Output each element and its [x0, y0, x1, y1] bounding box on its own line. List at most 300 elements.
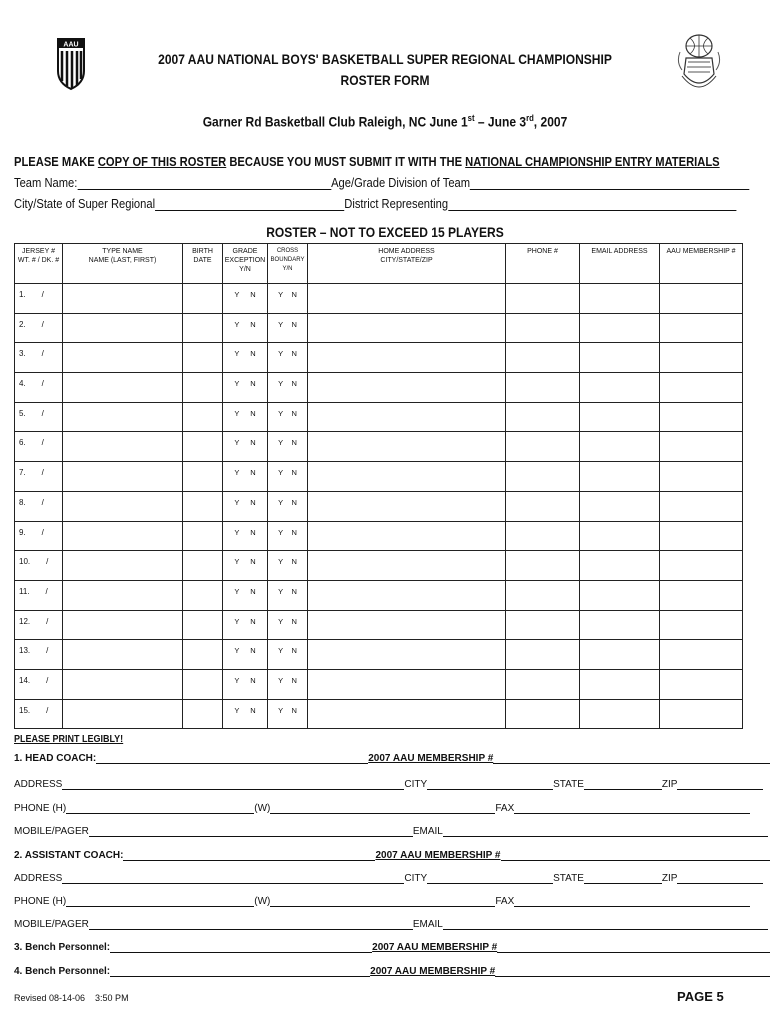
yes-option[interactable]: Y: [278, 497, 284, 507]
name-cell[interactable]: [63, 669, 183, 699]
no-option[interactable]: N: [250, 557, 256, 567]
jersey-cell[interactable]: [15, 343, 63, 373]
yes-option[interactable]: Y: [278, 290, 284, 299]
head-fax-label: FAX: [495, 803, 515, 814]
jersey-cell[interactable]: [15, 462, 63, 492]
jersey-cell[interactable]: [15, 402, 63, 432]
grade-exception-cell[interactable]: [223, 313, 268, 343]
phone-cell[interactable]: [506, 284, 580, 314]
yes-option[interactable]: Y: [278, 349, 284, 359]
yes-option[interactable]: Y: [234, 705, 240, 715]
jersey-cell[interactable]: [15, 610, 63, 640]
yes-option[interactable]: Y: [278, 675, 284, 685]
yes-option[interactable]: Y: [278, 527, 284, 537]
yes-option[interactable]: Y: [234, 497, 240, 507]
phone-cell[interactable]: [506, 699, 580, 729]
birth-date-cell[interactable]: [183, 580, 223, 610]
jersey-slash: /: [45, 586, 48, 596]
assistant-coach-label: 2. ASSISTANT COACH:: [14, 850, 124, 861]
email-cell[interactable]: [580, 640, 660, 670]
no-option[interactable]: N: [250, 705, 256, 715]
cross-boundary-cell[interactable]: [268, 669, 308, 699]
jersey-cell[interactable]: [15, 521, 63, 551]
col-grade-exception: GRADE EXCEPTION Y/N: [223, 244, 268, 284]
assistant-mobile-field[interactable]: [89, 919, 413, 930]
head-coach-label: 1. HEAD COACH:: [14, 753, 97, 764]
city-state-label: City/State of Super Regional: [14, 196, 156, 211]
home-address-cell[interactable]: [308, 580, 506, 610]
no-option[interactable]: N: [250, 586, 256, 596]
aau-membership-cell[interactable]: [660, 640, 743, 670]
head-phone-w-label: (W): [254, 803, 271, 814]
jersey-cell[interactable]: [15, 284, 63, 314]
name-cell[interactable]: [63, 373, 183, 403]
row-number: 5.: [19, 408, 26, 418]
yes-option[interactable]: Y: [234, 616, 240, 626]
no-option[interactable]: N: [291, 408, 297, 418]
roster-row: [15, 462, 743, 492]
home-address-cell[interactable]: [308, 402, 506, 432]
no-option[interactable]: N: [250, 646, 256, 656]
head-coach-membership-field[interactable]: [493, 753, 770, 764]
col-cross-boundary: CROSS BOUNDARY Y/N: [268, 244, 308, 284]
email-cell[interactable]: [580, 669, 660, 699]
cross-boundary-cell[interactable]: [268, 343, 308, 373]
home-address-cell[interactable]: [308, 699, 506, 729]
row-number: 6.: [19, 438, 26, 448]
yes-option[interactable]: Y: [278, 468, 284, 478]
yes-option[interactable]: Y: [234, 438, 240, 448]
assistant-phone-w-field[interactable]: [270, 896, 495, 907]
name-cell[interactable]: [63, 551, 183, 581]
birth-date-cell[interactable]: [183, 313, 223, 343]
jersey-cell[interactable]: [15, 432, 63, 462]
grade-exception-cell[interactable]: [223, 402, 268, 432]
bench-4-membership-field[interactable]: [495, 966, 770, 977]
aau-membership-cell[interactable]: [660, 610, 743, 640]
head-address-label: ADDRESS: [14, 779, 63, 790]
no-option[interactable]: N: [291, 379, 297, 389]
cross-boundary-cell[interactable]: [268, 640, 308, 670]
age-grade-field[interactable]: [470, 177, 750, 190]
name-cell[interactable]: [63, 313, 183, 343]
aau-membership-cell[interactable]: [660, 669, 743, 699]
grade-exception-cell[interactable]: [223, 610, 268, 640]
birth-date-cell[interactable]: [183, 610, 223, 640]
venue-text: Garner Rd Basketball Club Raleigh, NC June 1: [202, 113, 468, 130]
jersey-cell[interactable]: [15, 699, 63, 729]
jersey-cell[interactable]: [15, 491, 63, 521]
assistant-zip-field[interactable]: [677, 873, 763, 884]
head-coach-membership-label: 2007 AAU MEMBERSHIP #: [368, 753, 494, 764]
roster-row: [15, 343, 743, 373]
bench-4-label: 4. Bench Personnel:: [14, 966, 111, 977]
head-email-field[interactable]: [443, 826, 768, 837]
cross-boundary-cell[interactable]: [268, 580, 308, 610]
row-number: 1.: [19, 290, 26, 299]
venue-mid: – June 3: [474, 113, 527, 130]
assistant-membership-field[interactable]: [501, 850, 770, 861]
cross-boundary-cell[interactable]: [268, 373, 308, 403]
aau-membership-cell[interactable]: [660, 432, 743, 462]
yes-option[interactable]: Y: [278, 646, 284, 656]
cross-boundary-cell[interactable]: [268, 491, 308, 521]
age-grade-label: Age/Grade Division of Team: [331, 175, 471, 190]
jersey-cell[interactable]: [15, 640, 63, 670]
yes-option[interactable]: Y: [234, 408, 240, 418]
no-option[interactable]: N: [291, 468, 297, 478]
grade-exception-cell[interactable]: [223, 432, 268, 462]
name-cell[interactable]: [63, 462, 183, 492]
email-cell[interactable]: [580, 699, 660, 729]
jersey-cell[interactable]: [15, 373, 63, 403]
birth-date-cell[interactable]: [183, 284, 223, 314]
name-cell[interactable]: [63, 580, 183, 610]
yes-option[interactable]: Y: [278, 586, 284, 596]
logo-text: AAU: [63, 41, 79, 49]
home-address-cell[interactable]: [308, 521, 506, 551]
birth-date-cell[interactable]: [183, 432, 223, 462]
yes-option[interactable]: Y: [278, 408, 284, 418]
no-option[interactable]: N: [291, 349, 297, 359]
row-number: 4.: [19, 379, 26, 389]
email-cell[interactable]: [580, 402, 660, 432]
no-option[interactable]: N: [250, 468, 256, 478]
assistant-fax-field[interactable]: [514, 896, 750, 907]
cross-boundary-cell[interactable]: [268, 610, 308, 640]
phone-cell[interactable]: [506, 313, 580, 343]
no-option[interactable]: N: [250, 527, 256, 537]
bench-3-field[interactable]: [110, 942, 372, 953]
yes-option[interactable]: Y: [234, 468, 240, 478]
jersey-slash: /: [41, 349, 44, 359]
district-field[interactable]: [448, 198, 736, 211]
no-option[interactable]: N: [250, 438, 256, 448]
jersey-cell[interactable]: [15, 551, 63, 581]
row-number: 13.: [19, 646, 31, 656]
row-number: 8.: [19, 497, 26, 507]
grade-exception-cell[interactable]: [223, 521, 268, 551]
email-cell[interactable]: [580, 462, 660, 492]
city-state-field[interactable]: [155, 198, 344, 211]
email-cell[interactable]: [580, 610, 660, 640]
aau-membership-cell[interactable]: [660, 402, 743, 432]
assistant-state-label: STATE: [553, 873, 584, 884]
no-option[interactable]: N: [291, 586, 297, 596]
email-cell[interactable]: [580, 373, 660, 403]
birth-date-cell[interactable]: [183, 551, 223, 581]
email-cell[interactable]: [580, 313, 660, 343]
home-address-cell[interactable]: [308, 669, 506, 699]
cross-boundary-cell[interactable]: [268, 313, 308, 343]
head-mobile-field[interactable]: [89, 826, 413, 837]
yes-option[interactable]: Y: [234, 586, 240, 596]
phone-cell[interactable]: [506, 402, 580, 432]
email-cell[interactable]: [580, 580, 660, 610]
no-option[interactable]: N: [291, 557, 297, 567]
team-name-field[interactable]: [77, 177, 331, 190]
phone-cell[interactable]: [506, 343, 580, 373]
cross-boundary-cell[interactable]: [268, 521, 308, 551]
roster-row: [15, 699, 743, 729]
phone-cell[interactable]: [506, 640, 580, 670]
home-address-cell[interactable]: [308, 432, 506, 462]
grade-exception-cell[interactable]: [223, 343, 268, 373]
aau-membership-cell[interactable]: [660, 551, 743, 581]
head-state-field[interactable]: [584, 779, 662, 790]
yes-option[interactable]: Y: [234, 646, 240, 656]
bench-3-membership-label: 2007 AAU MEMBERSHIP #: [372, 942, 498, 953]
birth-date-cell[interactable]: [183, 402, 223, 432]
aau-membership-cell[interactable]: [660, 521, 743, 551]
row-number: 15.: [19, 705, 31, 715]
birth-date-cell[interactable]: [183, 521, 223, 551]
jersey-slash: /: [46, 616, 49, 626]
grade-exception-cell[interactable]: [223, 669, 268, 699]
name-cell[interactable]: [63, 343, 183, 373]
jersey-slash: /: [46, 705, 49, 715]
no-option[interactable]: N: [291, 527, 297, 537]
head-coach-row: [14, 753, 750, 764]
jersey-slash: /: [41, 408, 44, 418]
yes-option[interactable]: Y: [234, 527, 240, 537]
roster-row: [15, 313, 743, 343]
no-option[interactable]: N: [291, 705, 297, 715]
no-option[interactable]: N: [291, 319, 297, 329]
col-home-address: HOME ADDRESS CITY/STATE/ZIP: [308, 244, 506, 284]
roster-row: [15, 551, 743, 581]
name-cell[interactable]: [63, 521, 183, 551]
assistant-email-field[interactable]: [443, 919, 768, 930]
email-cell[interactable]: [580, 551, 660, 581]
aau-membership-cell[interactable]: [660, 580, 743, 610]
grade-exception-cell[interactable]: [223, 551, 268, 581]
phone-cell[interactable]: [506, 462, 580, 492]
col-name: TYPE NAME NAME (LAST, FIRST): [63, 244, 183, 284]
print-legibly-note: PLEASE PRINT LEGIBLY!: [14, 734, 124, 745]
email-cell[interactable]: [580, 343, 660, 373]
grade-exception-cell[interactable]: [223, 373, 268, 403]
city-state-row: [14, 196, 736, 211]
name-cell[interactable]: [63, 640, 183, 670]
no-option[interactable]: N: [291, 616, 297, 626]
col-email: EMAIL ADDRESS: [580, 244, 660, 284]
phone-cell[interactable]: [506, 491, 580, 521]
notice-part-1: PLEASE MAKE: [14, 154, 98, 169]
email-cell[interactable]: [580, 284, 660, 314]
jersey-slash: /: [41, 438, 44, 448]
birth-date-cell[interactable]: [183, 373, 223, 403]
head-phone-h-label: PHONE (H): [14, 803, 67, 814]
head-city-field[interactable]: [427, 779, 553, 790]
email-cell[interactable]: [580, 521, 660, 551]
assistant-phone-h-field[interactable]: [66, 896, 254, 907]
yes-option[interactable]: Y: [278, 438, 284, 448]
head-fax-field[interactable]: [514, 803, 750, 814]
no-option[interactable]: N: [250, 349, 256, 359]
email-cell[interactable]: [580, 491, 660, 521]
home-address-cell[interactable]: [308, 343, 506, 373]
yes-option[interactable]: Y: [278, 616, 284, 626]
birth-date-cell[interactable]: [183, 343, 223, 373]
home-address-cell[interactable]: [308, 610, 506, 640]
no-option[interactable]: N: [250, 408, 256, 418]
birth-date-cell[interactable]: [183, 699, 223, 729]
home-address-cell[interactable]: [308, 313, 506, 343]
assistant-phone-row: [14, 896, 750, 907]
venue-end: , 2007: [533, 113, 568, 130]
email-cell[interactable]: [580, 432, 660, 462]
team-name-row: [14, 175, 750, 190]
no-option[interactable]: N: [250, 497, 256, 507]
aau-membership-cell[interactable]: [660, 462, 743, 492]
no-option[interactable]: N: [250, 616, 256, 626]
assistant-state-field[interactable]: [584, 873, 662, 884]
yes-option[interactable]: Y: [278, 319, 284, 329]
grade-exception-cell[interactable]: [223, 284, 268, 314]
assistant-email-label: EMAIL: [412, 919, 443, 930]
page-number: PAGE 5: [677, 989, 724, 1004]
assistant-address-label: ADDRESS: [14, 873, 63, 884]
phone-cell[interactable]: [506, 432, 580, 462]
birth-date-cell[interactable]: [183, 462, 223, 492]
bench-3-row: [14, 942, 750, 953]
row-number: 12.: [19, 616, 31, 626]
phone-cell[interactable]: [506, 580, 580, 610]
phone-cell[interactable]: [506, 610, 580, 640]
head-address-field[interactable]: [62, 779, 404, 790]
cross-boundary-cell[interactable]: [268, 432, 308, 462]
assistant-membership-label: 2007 AAU MEMBERSHIP #: [375, 850, 501, 861]
roster-row: [15, 669, 743, 699]
jersey-cell[interactable]: [15, 313, 63, 343]
bench-3-label: 3. Bench Personnel:: [14, 942, 111, 953]
no-option[interactable]: N: [291, 290, 297, 299]
grade-exception-cell[interactable]: [223, 462, 268, 492]
grade-exception-cell[interactable]: [223, 699, 268, 729]
phone-cell[interactable]: [506, 373, 580, 403]
roster-row: [15, 521, 743, 551]
bench-3-membership-field[interactable]: [497, 942, 770, 953]
home-address-cell[interactable]: [308, 640, 506, 670]
yes-option[interactable]: Y: [234, 557, 240, 567]
yes-option[interactable]: Y: [234, 675, 240, 685]
aau-membership-cell[interactable]: [660, 284, 743, 314]
roster-row: [15, 610, 743, 640]
no-option[interactable]: N: [250, 290, 256, 299]
name-cell[interactable]: [63, 284, 183, 314]
yes-option[interactable]: Y: [278, 557, 284, 567]
home-address-cell[interactable]: [308, 284, 506, 314]
yes-option[interactable]: Y: [234, 290, 240, 299]
grade-exception-cell[interactable]: [223, 640, 268, 670]
name-cell[interactable]: [63, 699, 183, 729]
birth-date-cell[interactable]: [183, 491, 223, 521]
yes-option[interactable]: Y: [234, 319, 240, 329]
cross-boundary-cell[interactable]: [268, 699, 308, 729]
venue-sup-st: st: [467, 113, 475, 123]
assistant-address-field[interactable]: [62, 873, 404, 884]
bench-4-field[interactable]: [110, 966, 370, 977]
name-cell[interactable]: [63, 491, 183, 521]
assistant-city-field[interactable]: [427, 873, 553, 884]
row-number: 11.: [19, 586, 30, 596]
aau-membership-cell[interactable]: [660, 373, 743, 403]
col-birth-date: BIRTH DATE: [183, 244, 223, 284]
no-option[interactable]: N: [250, 379, 256, 389]
birth-date-cell[interactable]: [183, 640, 223, 670]
phone-cell[interactable]: [506, 551, 580, 581]
jersey-slash: /: [41, 379, 44, 389]
no-option[interactable]: N: [250, 319, 256, 329]
cross-boundary-cell[interactable]: [268, 462, 308, 492]
name-cell[interactable]: [63, 432, 183, 462]
yes-option[interactable]: Y: [234, 379, 240, 389]
roster-row: [15, 580, 743, 610]
home-address-cell[interactable]: [308, 491, 506, 521]
head-zip-field[interactable]: [677, 779, 763, 790]
cross-boundary-cell[interactable]: [268, 551, 308, 581]
aau-membership-cell[interactable]: [660, 343, 743, 373]
aau-membership-cell[interactable]: [660, 699, 743, 729]
aau-membership-cell[interactable]: [660, 313, 743, 343]
yes-option[interactable]: Y: [278, 705, 284, 715]
assistant-coach-field[interactable]: [123, 850, 375, 861]
birth-date-cell[interactable]: [183, 669, 223, 699]
cross-boundary-cell[interactable]: [268, 284, 308, 314]
home-address-cell[interactable]: [308, 373, 506, 403]
col-jersey: JERSEY # WT. # / DK. #: [15, 244, 63, 284]
cross-boundary-cell[interactable]: [268, 402, 308, 432]
name-cell[interactable]: [63, 610, 183, 640]
home-address-cell[interactable]: [308, 551, 506, 581]
grade-exception-cell[interactable]: [223, 580, 268, 610]
no-option[interactable]: N: [291, 675, 297, 685]
home-address-cell[interactable]: [308, 462, 506, 492]
jersey-slash: /: [41, 290, 44, 299]
yes-option[interactable]: Y: [234, 349, 240, 359]
head-mobile-label: MOBILE/PAGER: [14, 826, 89, 837]
district-label: District Representing: [344, 196, 449, 211]
col-aau-membership: AAU MEMBERSHIP #: [660, 244, 743, 284]
jersey-slash: /: [41, 497, 44, 507]
name-cell[interactable]: [63, 402, 183, 432]
row-number: 3.: [19, 349, 26, 359]
no-option[interactable]: N: [291, 497, 297, 507]
no-option[interactable]: N: [291, 438, 297, 448]
phone-cell[interactable]: [506, 521, 580, 551]
roster-row: [15, 432, 743, 462]
aau-membership-cell[interactable]: [660, 491, 743, 521]
head-phone-h-field[interactable]: [66, 803, 254, 814]
assistant-city-label: CITY: [404, 873, 428, 884]
no-option[interactable]: N: [291, 646, 297, 656]
head-phone-w-field[interactable]: [270, 803, 495, 814]
no-option[interactable]: N: [250, 675, 256, 685]
grade-exception-cell[interactable]: [223, 491, 268, 521]
jersey-cell[interactable]: [15, 669, 63, 699]
assistant-phone-h-label: PHONE (H): [14, 896, 67, 907]
jersey-cell[interactable]: [15, 580, 63, 610]
bench-4-membership-label: 2007 AAU MEMBERSHIP #: [370, 966, 496, 977]
row-number: 10.: [19, 557, 31, 567]
yes-option[interactable]: Y: [278, 379, 284, 389]
jersey-slash: /: [46, 557, 49, 567]
phone-cell[interactable]: [506, 669, 580, 699]
head-coach-field[interactable]: [96, 753, 368, 764]
head-state-label: STATE: [553, 779, 584, 790]
roster-row: [15, 640, 743, 670]
